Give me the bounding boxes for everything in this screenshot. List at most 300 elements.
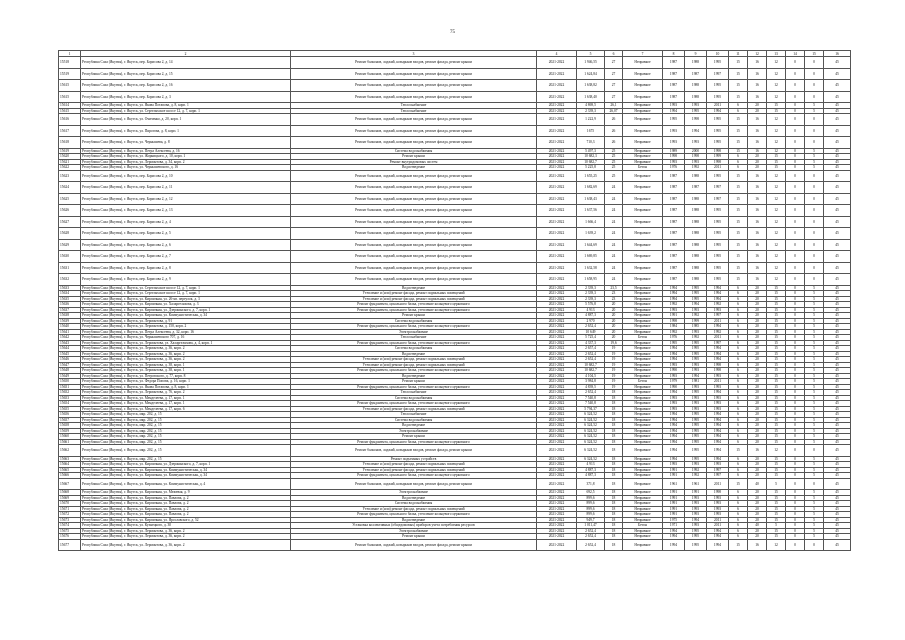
cell-v11: 6 bbox=[729, 384, 748, 390]
cell-row-id: 15614 bbox=[59, 103, 81, 109]
cell-cost: 20 bbox=[605, 329, 623, 335]
cell-year-commissioned: 1993 bbox=[685, 523, 707, 529]
cell-area: 5 225,8 bbox=[577, 165, 605, 171]
cell-address: Республика Саха (Якутия), г. Якутск, пер. Борисова 2, д. 15 bbox=[81, 68, 291, 80]
cell-area: 2 652,4 bbox=[577, 528, 605, 534]
cell-row-id: 15671 bbox=[59, 506, 81, 512]
cell-work-type: Система водоснабжения bbox=[291, 318, 537, 324]
cell-cost: 19 bbox=[605, 368, 623, 374]
cell-year-commissioned: 1988 bbox=[685, 57, 707, 69]
cell-v12: 20 bbox=[748, 506, 767, 512]
cell-row-id: 15639 bbox=[59, 318, 81, 324]
cell-year-built: 1991 bbox=[663, 501, 685, 507]
cell-v13: 15 bbox=[767, 401, 786, 407]
cell-year-repair: 1997 bbox=[707, 182, 729, 194]
cell-v13: 15 bbox=[767, 108, 786, 114]
cell-area: 1 666,4 bbox=[577, 216, 605, 228]
cell-year-commissioned: 1993 bbox=[685, 362, 707, 368]
cell-material: Неправкое bbox=[623, 478, 663, 490]
cell-v11: 6 bbox=[729, 417, 748, 423]
cell-v12: 16 bbox=[748, 80, 767, 92]
cell-year-repair: 1994 bbox=[707, 539, 729, 551]
cell-v11: 15 bbox=[729, 193, 748, 205]
cell-v15: 5 bbox=[805, 417, 824, 423]
cell-v14: 0 bbox=[786, 351, 805, 357]
cell-row-id: 15623 bbox=[59, 170, 81, 182]
cell-v16: 45 bbox=[824, 462, 851, 468]
cell-material: Неправкое bbox=[623, 517, 663, 523]
cell-cost: 20 bbox=[605, 335, 623, 341]
table-row bbox=[59, 68, 851, 80]
cell-row-id: 15645 bbox=[59, 351, 81, 357]
cell-cost: 26,1 bbox=[605, 103, 623, 109]
cell-v12: 16 bbox=[748, 148, 767, 154]
cell-year-built: 1994 bbox=[663, 434, 685, 440]
cell-cost: 25 bbox=[605, 154, 623, 160]
cell-v16: 45 bbox=[824, 379, 851, 385]
cell-period: 2021-2022 bbox=[537, 417, 577, 423]
cell-work-type: Ремонт подъемных устройств bbox=[291, 456, 537, 462]
cell-material: Неправкое bbox=[623, 318, 663, 324]
cell-area: 5 794,37 bbox=[577, 406, 605, 412]
cell-v13: 15 bbox=[767, 506, 786, 512]
cell-v11: 6 bbox=[729, 412, 748, 418]
cell-year-commissioned: 1993 bbox=[685, 506, 707, 512]
cell-v11: 15 bbox=[729, 445, 748, 457]
cell-cost: 19 bbox=[605, 357, 623, 363]
cell-year-commissioned: 1993 bbox=[685, 395, 707, 401]
cell-cost: 24 bbox=[605, 251, 623, 263]
cell-address: Республика Саха (Якутия), г. Якутск, мкр. 202, д. 15 bbox=[81, 456, 291, 462]
cell-v13: 15 bbox=[767, 307, 786, 313]
cell-address: Республика Саха (Якутия), г. Якутск, ул. Петровского, д. 77, корп. 8 bbox=[81, 373, 291, 379]
cell-address: Республика Саха (Якутия), г. Якутск, ул. Кирпичная, ул. Павлова, д. 2 bbox=[81, 512, 291, 518]
cell-address: Республика Саха (Якутия), г. Якутск, ул. Лермонтова, д. 34, корп. 2 bbox=[81, 159, 291, 165]
column-header: 11 bbox=[729, 51, 748, 57]
cell-address: Республика Саха (Якутия), г. Якутск, ул. Кирпичная, ул. Коммунистическая, д. 34 bbox=[81, 313, 291, 319]
cell-work-type: Ремонт балконов, лоджий, козырьков входов, ремонт фасада, ремонт крыши bbox=[291, 193, 537, 205]
cell-v12: 16 bbox=[748, 251, 767, 263]
cell-material: Неправкое bbox=[623, 108, 663, 114]
cell-v13: 12 bbox=[767, 239, 786, 251]
cell-material: Неправкое bbox=[623, 417, 663, 423]
cell-v13: 15 bbox=[767, 423, 786, 429]
cell-v13: 12 bbox=[767, 57, 786, 69]
cell-v14: 0 bbox=[786, 216, 805, 228]
column-header: 12 bbox=[748, 51, 767, 57]
cell-cost: 24 bbox=[605, 182, 623, 194]
cell-period: 2021-2022 bbox=[537, 148, 577, 154]
cell-material: Неправкое bbox=[623, 462, 663, 468]
cell-cost: 27 bbox=[605, 91, 623, 103]
cell-v15: 0 bbox=[805, 274, 824, 286]
cell-area: 2 652,4 bbox=[577, 534, 605, 540]
cell-v14: 0 bbox=[786, 57, 805, 69]
cell-year-commissioned: 1993 bbox=[685, 307, 707, 313]
cell-year-built: 1993 bbox=[663, 373, 685, 379]
cell-year-commissioned: 1995 bbox=[685, 534, 707, 540]
cell-year-repair: 2011 bbox=[707, 478, 729, 490]
cell-year-commissioned: 1993 bbox=[685, 368, 707, 374]
cell-v14: 0 bbox=[786, 506, 805, 512]
cell-period: 2021-2022 bbox=[537, 395, 577, 401]
cell-v14: 0 bbox=[786, 125, 805, 137]
cell-v15: 5 bbox=[805, 285, 824, 291]
cell-area: 899,6 bbox=[577, 506, 605, 512]
cell-year-built: 1998 bbox=[663, 154, 685, 160]
cell-area: 1 658,95 bbox=[577, 274, 605, 286]
cell-year-repair: 1999 bbox=[707, 154, 729, 160]
cell-work-type: Система водоснабжения bbox=[291, 501, 537, 507]
cell-v16: 45 bbox=[824, 445, 851, 457]
cell-cost: 19 bbox=[605, 384, 623, 390]
cell-v15: 5 bbox=[805, 296, 824, 302]
cell-v13: 15 bbox=[767, 379, 786, 385]
cell-work-type: Система водоснабжения bbox=[291, 395, 537, 401]
cell-v15: 5 bbox=[805, 473, 824, 479]
cell-v14: 0 bbox=[786, 68, 805, 80]
cell-year-built: 1992 bbox=[663, 302, 685, 308]
cell-v16: 45 bbox=[824, 423, 851, 429]
cell-row-id: 15619 bbox=[59, 148, 81, 154]
cell-v15: 5 bbox=[805, 302, 824, 308]
cell-row-id: 15635 bbox=[59, 296, 81, 302]
cell-work-type: Ремонт балконов, лоджий, козырьков входов, ремонт фасада, ремонт крыши bbox=[291, 125, 537, 137]
cell-year-built: 1994 bbox=[663, 357, 685, 363]
cell-v15: 5 bbox=[805, 351, 824, 357]
cell-v14: 0 bbox=[786, 137, 805, 149]
cell-address: Республика Саха (Якутия), г. Якутск, ул. Кирпичная, ул. Коммунистическая, д. 34 bbox=[81, 467, 291, 473]
cell-v16: 45 bbox=[824, 285, 851, 291]
column-header: 8 bbox=[663, 51, 685, 57]
cell-year-repair: 1998 bbox=[707, 490, 729, 496]
cell-year-built: 1991 bbox=[663, 313, 685, 319]
cell-work-type: Ремонт балконов, лоджий, козырьков входов, ремонт фасада, ремонт крыши bbox=[291, 228, 537, 240]
cell-v16: 45 bbox=[824, 439, 851, 445]
cell-v14: 0 bbox=[786, 379, 805, 385]
cell-v16: 45 bbox=[824, 456, 851, 462]
cell-material: Неправкое bbox=[623, 68, 663, 80]
cell-v14: 0 bbox=[786, 148, 805, 154]
cell-work-type: Ремонт балконов, лоджий, козырьков входов, ремонт фасада, ремонт крыши bbox=[291, 137, 537, 149]
cell-area: 4 337,3 bbox=[577, 340, 605, 346]
cell-v11: 6 bbox=[729, 439, 748, 445]
cell-v15: 0 bbox=[805, 478, 824, 490]
cell-period: 2021-2022 bbox=[537, 351, 577, 357]
cell-year-commissioned: 1992 bbox=[685, 335, 707, 341]
cell-v12: 20 bbox=[748, 417, 767, 423]
cell-material: Неправкое bbox=[623, 506, 663, 512]
cell-year-built: 1987 bbox=[663, 251, 685, 263]
cell-work-type: Теплоснабжение bbox=[291, 412, 537, 418]
cell-row-id: 15643 bbox=[59, 340, 81, 346]
table-row bbox=[59, 228, 851, 240]
cell-v13: 15 bbox=[767, 417, 786, 423]
cell-work-type: Ремонт балконов, лоджий, козырьков входов, ремонт фасада, ремонт крыши bbox=[291, 251, 537, 263]
cell-work-type: Ремонт балконов, лоджий, козырьков входов, ремонт фасада, ремонт крыши bbox=[291, 239, 537, 251]
cell-period: 2021-2022 bbox=[537, 313, 577, 319]
cell-year-repair: 1993 bbox=[707, 401, 729, 407]
cell-year-repair: 1998 bbox=[707, 159, 729, 165]
cell-address: Республика Саха (Якутия), г. Якутск, ул. Кирпичная, ул. Халаргеляхова, д. 3 bbox=[81, 302, 291, 308]
cell-period: 2021-2022 bbox=[537, 296, 577, 302]
cell-year-commissioned: 1994 bbox=[685, 373, 707, 379]
cell-v12: 20 bbox=[748, 456, 767, 462]
cell-address: Республика Саха (Якутия), г. Якутск, ул. Кирпичная, ул. Коммунистическая, д. 4 bbox=[81, 478, 291, 490]
cell-row-id: 15672 bbox=[59, 512, 81, 518]
cell-v12: 20 bbox=[748, 384, 767, 390]
column-header: 10 bbox=[707, 51, 729, 57]
cell-cost: 20 bbox=[605, 318, 623, 324]
cell-v11: 6 bbox=[729, 368, 748, 374]
cell-row-id: 15664 bbox=[59, 462, 81, 468]
cell-row-id: 15676 bbox=[59, 534, 81, 540]
cell-year-commissioned: 1995 bbox=[685, 390, 707, 396]
cell-v15: 5 bbox=[805, 439, 824, 445]
cell-period: 2021-2022 bbox=[537, 262, 577, 274]
cell-v11: 15 bbox=[729, 148, 748, 154]
cell-year-repair: 1994 bbox=[707, 108, 729, 114]
cell-row-id: 15658 bbox=[59, 423, 81, 429]
cell-v13: 15 bbox=[767, 517, 786, 523]
cell-v14: 0 bbox=[786, 108, 805, 114]
cell-year-commissioned: 1961 bbox=[685, 478, 707, 490]
cell-work-type: Ремонт балконов, лоджий, козырьков входов, ремонт фасада, ремонт крыши bbox=[291, 445, 537, 457]
cell-year-built: 1994 bbox=[663, 539, 685, 551]
cell-year-built: 1994 bbox=[663, 296, 685, 302]
cell-v12: 20 bbox=[748, 495, 767, 501]
cell-period: 2021-2022 bbox=[537, 357, 577, 363]
cell-v11: 6 bbox=[729, 495, 748, 501]
cell-v16: 45 bbox=[824, 368, 851, 374]
cell-v14: 0 bbox=[786, 274, 805, 286]
cell-v13: 15 bbox=[767, 302, 786, 308]
cell-cost: 18 bbox=[605, 478, 623, 490]
cell-material: Бетон bbox=[623, 523, 663, 529]
cell-v12: 20 bbox=[748, 390, 767, 396]
cell-area: 10 682,7 bbox=[577, 159, 605, 165]
cell-year-repair: 1994 bbox=[707, 445, 729, 457]
cell-v16: 45 bbox=[824, 159, 851, 165]
cell-year-built: 1989 bbox=[663, 148, 685, 154]
cell-v14: 0 bbox=[786, 462, 805, 468]
cell-year-built: 1994 bbox=[663, 390, 685, 396]
cell-year-repair: 1995 bbox=[707, 274, 729, 286]
cell-cost: 18 bbox=[605, 401, 623, 407]
cell-material: Неправкое bbox=[623, 182, 663, 194]
cell-area: 6 324,52 bbox=[577, 434, 605, 440]
cell-year-repair: 1994 bbox=[707, 291, 729, 297]
cell-address: Республика Саха (Якутия), г. Якутск, ул. Жорницкого, д. 10, корп. 1 bbox=[81, 154, 291, 160]
cell-year-built: 1991 bbox=[663, 490, 685, 496]
cell-period: 2021-2022 bbox=[537, 228, 577, 240]
table-row bbox=[59, 274, 851, 286]
cell-area: 371,8 bbox=[577, 478, 605, 490]
page-number: 75 bbox=[450, 30, 455, 35]
table-row bbox=[59, 216, 851, 228]
cell-material: Неправкое bbox=[623, 406, 663, 412]
cell-work-type: Ремонт балконов, лоджий, козырьков входов, ремонт фасада, ремонт крыши bbox=[291, 68, 537, 80]
cell-v12: 16 bbox=[748, 114, 767, 126]
cell-year-built: 1993 bbox=[663, 395, 685, 401]
cell-year-built: 1961 bbox=[663, 478, 685, 490]
cell-period: 2021-2022 bbox=[537, 68, 577, 80]
cell-period: 2021-2022 bbox=[537, 329, 577, 335]
cell-year-commissioned: 1993 bbox=[685, 495, 707, 501]
cell-cost: 26 bbox=[605, 125, 623, 137]
cell-v12: 20 bbox=[748, 368, 767, 374]
cell-year-repair: 1995 bbox=[707, 91, 729, 103]
cell-material: Неправкое bbox=[623, 346, 663, 352]
cell-v11: 6 bbox=[729, 401, 748, 407]
cell-period: 2021-2022 bbox=[537, 534, 577, 540]
cell-v12: 20 bbox=[748, 307, 767, 313]
cell-material: Неправкое bbox=[623, 534, 663, 540]
cell-period: 2021-2022 bbox=[537, 182, 577, 194]
cell-work-type: Ремонт балконов, лоджий, козырьков входов, ремонт фасада, ремонт крыши bbox=[291, 539, 537, 551]
cell-v12: 16 bbox=[748, 125, 767, 137]
cell-area: 10 682,7 bbox=[577, 368, 605, 374]
cell-v11: 6 bbox=[729, 108, 748, 114]
cell-v12: 20 bbox=[748, 501, 767, 507]
cell-v13: 12 bbox=[767, 251, 786, 263]
cell-v16: 45 bbox=[824, 313, 851, 319]
cell-v15: 5 bbox=[805, 362, 824, 368]
cell-material: Неправкое bbox=[623, 125, 663, 137]
cell-v14: 0 bbox=[786, 346, 805, 352]
cell-year-built: 1993 bbox=[663, 401, 685, 407]
cell-v11: 15 bbox=[729, 239, 748, 251]
table-row bbox=[59, 57, 851, 69]
cell-v16: 45 bbox=[824, 324, 851, 330]
cell-year-repair: 1997 bbox=[707, 193, 729, 205]
cell-address: Республика Саха (Якутия), г. Якутск, мкр. 202, д. 15 bbox=[81, 445, 291, 457]
cell-material: Неправкое bbox=[623, 159, 663, 165]
cell-period: 2021-2022 bbox=[537, 274, 577, 286]
cell-material: Неправкое bbox=[623, 384, 663, 390]
cell-year-commissioned: 1995 bbox=[685, 346, 707, 352]
cell-v13: 15 bbox=[767, 368, 786, 374]
cell-cost: 24 bbox=[605, 205, 623, 217]
cell-period: 2021-2022 bbox=[537, 205, 577, 217]
cell-v15: 5 bbox=[805, 291, 824, 297]
cell-v13: 15 bbox=[767, 439, 786, 445]
cell-v11: 6 bbox=[729, 506, 748, 512]
cell-v11: 15 bbox=[729, 182, 748, 194]
cell-v15: 5 bbox=[805, 423, 824, 429]
cell-year-built: 1991 bbox=[663, 473, 685, 479]
cell-address: Республика Саха (Якутия), г. Якутск, мкр. 202, д. 15 bbox=[81, 428, 291, 434]
cell-year-built: 1975 bbox=[663, 517, 685, 523]
cell-v14: 0 bbox=[786, 473, 805, 479]
cell-material: Неправкое bbox=[623, 57, 663, 69]
cell-address: Республика Саха (Якутия), г. Якутск, ул. Чернышевского, д. 16 bbox=[81, 165, 291, 171]
cell-v13: 15 bbox=[767, 412, 786, 418]
cell-work-type: Водоотведение bbox=[291, 423, 537, 429]
cell-v13: 12 bbox=[767, 170, 786, 182]
cell-material: Неправкое bbox=[623, 490, 663, 496]
cell-cost: 18 bbox=[605, 528, 623, 534]
cell-row-id: 15661 bbox=[59, 439, 81, 445]
cell-v12: 20 bbox=[748, 439, 767, 445]
cell-period: 2021-2022 bbox=[537, 490, 577, 496]
cell-cost: 18 bbox=[605, 506, 623, 512]
cell-cost: 18 bbox=[605, 523, 623, 529]
cell-year-commissioned: 1994 bbox=[685, 125, 707, 137]
cell-v15: 0 bbox=[805, 228, 824, 240]
cell-cost: 18 bbox=[605, 439, 623, 445]
cell-year-built: 1994 bbox=[663, 108, 685, 114]
cell-year-built: 1993 bbox=[663, 137, 685, 149]
cell-year-commissioned: 1994 bbox=[685, 302, 707, 308]
cell-v16: 45 bbox=[824, 154, 851, 160]
cell-year-repair: 1995 bbox=[707, 137, 729, 149]
cell-material: Неправкое bbox=[623, 80, 663, 92]
cell-material: Неправкое bbox=[623, 423, 663, 429]
cell-v13: 15 bbox=[767, 534, 786, 540]
cell-period: 2021-2022 bbox=[537, 285, 577, 291]
cell-v14: 0 bbox=[786, 368, 805, 374]
cell-material: Неправкое bbox=[623, 205, 663, 217]
cell-year-commissioned: 1988 bbox=[685, 216, 707, 228]
cell-address: Республика Саха (Якутия), г. Якутск, ул. Лермонтова, д. 76, корп. 2 bbox=[81, 390, 291, 396]
cell-material: Неправкое bbox=[623, 495, 663, 501]
cell-v15: 5 bbox=[805, 313, 824, 319]
cell-v14: 0 bbox=[786, 523, 805, 529]
cell-v12: 16 bbox=[748, 205, 767, 217]
cell-row-id: 15632 bbox=[59, 274, 81, 286]
cell-work-type: Ремонт фундамента, цокольного балка, утепление кольцевого церковного bbox=[291, 473, 537, 479]
cell-v15: 5 bbox=[805, 307, 824, 313]
cell-material: Неправкое bbox=[623, 512, 663, 518]
cell-v16: 45 bbox=[824, 512, 851, 518]
cell-row-id: 15653 bbox=[59, 395, 81, 401]
cell-v16: 45 bbox=[824, 216, 851, 228]
cell-year-commissioned: 1985 bbox=[685, 324, 707, 330]
cell-material: Неправкое bbox=[623, 428, 663, 434]
cell-year-repair: 1995 bbox=[707, 251, 729, 263]
cell-material: Неправкое bbox=[623, 216, 663, 228]
cell-area: 1 632,58 bbox=[577, 262, 605, 274]
cell-year-repair: 1993 bbox=[707, 307, 729, 313]
cell-v13: 15 bbox=[767, 313, 786, 319]
cell-cost: 25 bbox=[605, 170, 623, 182]
cell-period: 2021-2022 bbox=[537, 291, 577, 297]
cell-area: 6 324,52 bbox=[577, 423, 605, 429]
cell-cost: 18 bbox=[605, 512, 623, 518]
cell-v16: 45 bbox=[824, 125, 851, 137]
cell-row-id: 15637 bbox=[59, 307, 81, 313]
cell-v11: 6 bbox=[729, 103, 748, 109]
cell-cost: 26 bbox=[605, 137, 623, 149]
table-row bbox=[59, 239, 851, 251]
cell-cost: 18 bbox=[605, 456, 623, 462]
cell-year-built: 1994 bbox=[663, 534, 685, 540]
cell-row-id: 15615 bbox=[59, 80, 81, 92]
cell-v15: 5 bbox=[805, 534, 824, 540]
cell-year-commissioned: 1988 bbox=[685, 228, 707, 240]
cell-year-commissioned: 1993 bbox=[685, 137, 707, 149]
cell-v16: 45 bbox=[824, 80, 851, 92]
cell-address: Республика Саха (Якутия), г. Якутск, ул. Лермонтова, д. 36, корп. 2 bbox=[81, 539, 291, 551]
cell-address: Республика Саха (Якутия), г. Якутск, пер. Борисова 2, д. 9 bbox=[81, 274, 291, 286]
cell-year-repair: 1993 bbox=[707, 406, 729, 412]
table-row bbox=[59, 205, 851, 217]
cell-v11: 15 bbox=[729, 478, 748, 490]
cell-row-id: 15642 bbox=[59, 335, 81, 341]
cell-work-type: Утепление и (или) ремонт фасада, ремонт подвальных помещений bbox=[291, 462, 537, 468]
cell-period: 2021-2022 bbox=[537, 501, 577, 507]
